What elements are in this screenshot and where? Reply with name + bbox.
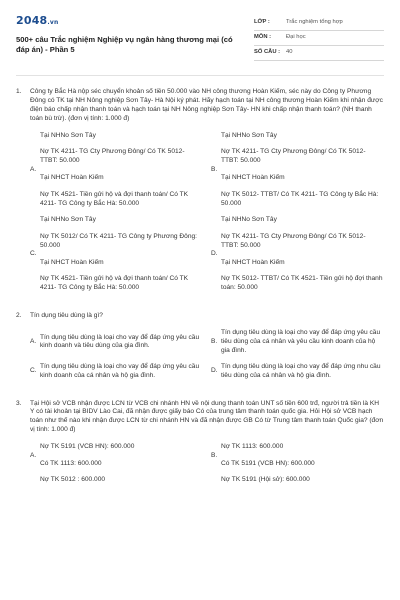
- option-letter: D.: [211, 367, 218, 375]
- option-line: Nợ TK 5191 (Hội sở): 600.000: [221, 475, 310, 483]
- option-letter: C.: [30, 367, 37, 375]
- option-line: Tín dụng tiêu dùng là loại cho vay để đáp ứng yêu cầu kinh doanh và tiêu dùng của gia đình.: [40, 333, 200, 350]
- option-body: [40, 334, 203, 352]
- meta-value: Đại học: [286, 34, 306, 41]
- meta-value: 40: [286, 49, 293, 56]
- option-body: [40, 216, 203, 293]
- meta-row: [254, 16, 384, 31]
- option-body: [40, 363, 203, 381]
- question-text: Công ty Bắc Hà nộp séc chuyển khoản số tiền 50.000 vào NH công thương Hoàn Kiếm, séc này do Công ty Phương Đông có TK tại NH Nông nghiệp Sơn Tây- Hà Nội ký phát. Hãy hạch toán tại NH công thương Hoàn Kiếm khi nhận được điện báo chấp nhận thanh toán và hạch toán tại NH Nông nghiệp Sơn Tây- HN khi chấp nhận thanh toán? (NH thanh toán bù trừ). (đơn vị tính: 1.000 đ): [30, 88, 383, 122]
- option-body: [40, 476, 203, 485]
- option-letter: A.: [30, 451, 37, 459]
- meta-label: SỐ CÂU :: [254, 49, 281, 56]
- option-letter: A.: [30, 338, 37, 346]
- option-letter: B.: [211, 451, 218, 459]
- site-logo[interactable]: [16, 14, 244, 29]
- answer-option[interactable]: [30, 132, 203, 209]
- option-line: Có TK 1113: 600.000: [40, 460, 102, 468]
- option-line: Nợ TK 4521- Tiền gửi hộ và đợi thanh toán/ Có TK 4211- TG Công ty Bắc Hà: 50.000: [40, 275, 189, 292]
- option-line: Tại NHNo Sơn Tây: [221, 215, 277, 223]
- option-line: Nợ TK 5012 : 600.000: [40, 475, 106, 483]
- meta-row: [254, 31, 384, 46]
- answer-option[interactable]: [211, 363, 384, 381]
- option-line: Nợ TK 4211- TG Cty Phương Đông/ Có TK 5012- TTBT: 50.000: [40, 148, 185, 165]
- document-meta: [254, 16, 384, 61]
- option-line: Tại NHNo Sơn Tây: [40, 215, 96, 223]
- option-body: [221, 476, 384, 485]
- option-line: Tại NHCT Hoàn Kiếm: [221, 174, 285, 182]
- answer-option[interactable]: [30, 329, 203, 356]
- question-number: 1.: [16, 88, 22, 95]
- option-line: Tín dụng tiêu dùng là loại cho vay để đáp ứng yêu cầu tiêu dùng của cá nhân và yêu cầu kinh doanh của hộ gia đình.: [221, 329, 381, 354]
- option-body: [221, 443, 384, 469]
- option-line: Tại NHCT Hoàn Kiếm: [40, 258, 104, 266]
- option-body: [221, 216, 384, 293]
- question-1: [16, 88, 384, 300]
- option-body: [221, 363, 384, 381]
- question-2: [16, 312, 384, 387]
- option-letter: A.: [30, 165, 37, 173]
- option-body: [221, 132, 384, 209]
- option-line: Nợ TK 5012- TTBT/ Có TK 4211- TG Công ty Bắc Hà: 50.000: [221, 191, 379, 208]
- option-line: Tại NHCT Hoàn Kiếm: [40, 174, 104, 182]
- meta-label: MÔN :: [254, 34, 272, 41]
- answer-option[interactable]: [211, 329, 384, 356]
- option-line: Tại NHCT Hoàn Kiếm: [221, 258, 285, 266]
- answer-option[interactable]: [30, 476, 203, 485]
- question-number: 2.: [16, 312, 22, 320]
- option-line: Nợ TK 4211- TG Cty Phương Đông/ Có TK 5012- TTBT: 50.000: [221, 148, 366, 165]
- question-list: [16, 88, 384, 492]
- answer-option[interactable]: [211, 476, 384, 485]
- question-header: [16, 312, 384, 321]
- question-3: [16, 400, 384, 492]
- option-line: Nợ TK 1113: 600.000: [221, 443, 284, 451]
- option-letter: C.: [30, 250, 37, 258]
- logo-suffix: .vn: [47, 19, 59, 26]
- header-divider: [16, 75, 384, 76]
- header: [16, 14, 384, 61]
- option-line: Nợ TK 5191 (VCB HN): 600.000: [40, 443, 135, 451]
- answer-option[interactable]: [211, 216, 384, 293]
- answer-option[interactable]: [211, 443, 384, 469]
- answer-option[interactable]: [30, 443, 203, 469]
- option-letter: B.: [211, 338, 218, 346]
- option-line: Nợ TK 4521- Tiền gửi hộ và đợi thanh toán/ Có TK 4211- TG Công ty Bắc Hà: 50.000: [40, 191, 189, 208]
- answer-option[interactable]: [211, 132, 384, 209]
- option-body: [221, 329, 384, 356]
- option-line: Nợ TK 5012/ Có TK 4211- TG Công ty Phương Đông: 50.000: [40, 232, 197, 249]
- meta-value: Trắc nghiệm tổng hợp: [286, 19, 343, 26]
- question-number: 3.: [16, 399, 22, 407]
- option-body: [40, 132, 203, 209]
- question-text: Tín dụng tiêu dùng là gì?: [30, 312, 103, 320]
- logo-main: 2048: [16, 14, 48, 27]
- answer-options: [16, 132, 384, 301]
- document-title: 500+ câu Trắc nghiệm Nghiệp vụ ngân hàng thương mại (có đáp án) - Phần 5: [16, 34, 233, 54]
- answer-options: [16, 329, 384, 387]
- option-line: Tín dụng tiêu dùng là loại cho vay để đáp ứng yêu cầu kinh doanh của cá nhân và hộ gia đình.: [40, 362, 200, 379]
- question-header: [16, 88, 384, 124]
- option-line: Tại NHNo Sơn Tây: [221, 131, 277, 139]
- option-letter: D.: [211, 250, 218, 258]
- option-line: Có TK 5191 (VCB HN): 600.000: [221, 460, 315, 468]
- option-line: Nợ TK 4211- TG Cty Phương Đông/ Có TK 5012- TTBT: 50.000: [221, 232, 366, 249]
- answer-options: [16, 443, 384, 492]
- option-line: Tín dụng tiêu dùng là loại cho vay để đáp ứng nhu cầu tiêu dùng của cá nhân và hộ gia đình.: [221, 362, 381, 379]
- answer-option[interactable]: [30, 363, 203, 381]
- meta-row: [254, 46, 384, 61]
- question-header: [16, 400, 384, 436]
- answer-option[interactable]: [30, 216, 203, 293]
- option-line: Tại NHNo Sơn Tây: [40, 131, 96, 139]
- option-body: [40, 443, 203, 469]
- question-text: Tại Hội sở VCB nhận được LCN từ VCB chi nhánh HN về nội dung thanh toán UNT số tiền 600 trđ, người trả tiền là KH Y có tài khoản tại BIDV Lào Cai, đã nhận được giấy báo Có của trung tâm thanh toán quốc gia. Hỏi Hội sở VCB hạch toán như thế nào khi nhận được LCN từ chi nhánh HN và đã nhận được GB Có từ Trung tâm thanh toán Quốc gia? (đơn vị tính: 1.000 đ): [30, 399, 384, 434]
- header-left: [16, 14, 244, 55]
- option-letter: B.: [211, 165, 218, 173]
- meta-label: LỚP :: [254, 19, 270, 26]
- option-line: Nợ TK 5012- TTBT/ Có TK 4521- Tiền gửi hộ đợi thanh toán: 50.000: [221, 275, 383, 292]
